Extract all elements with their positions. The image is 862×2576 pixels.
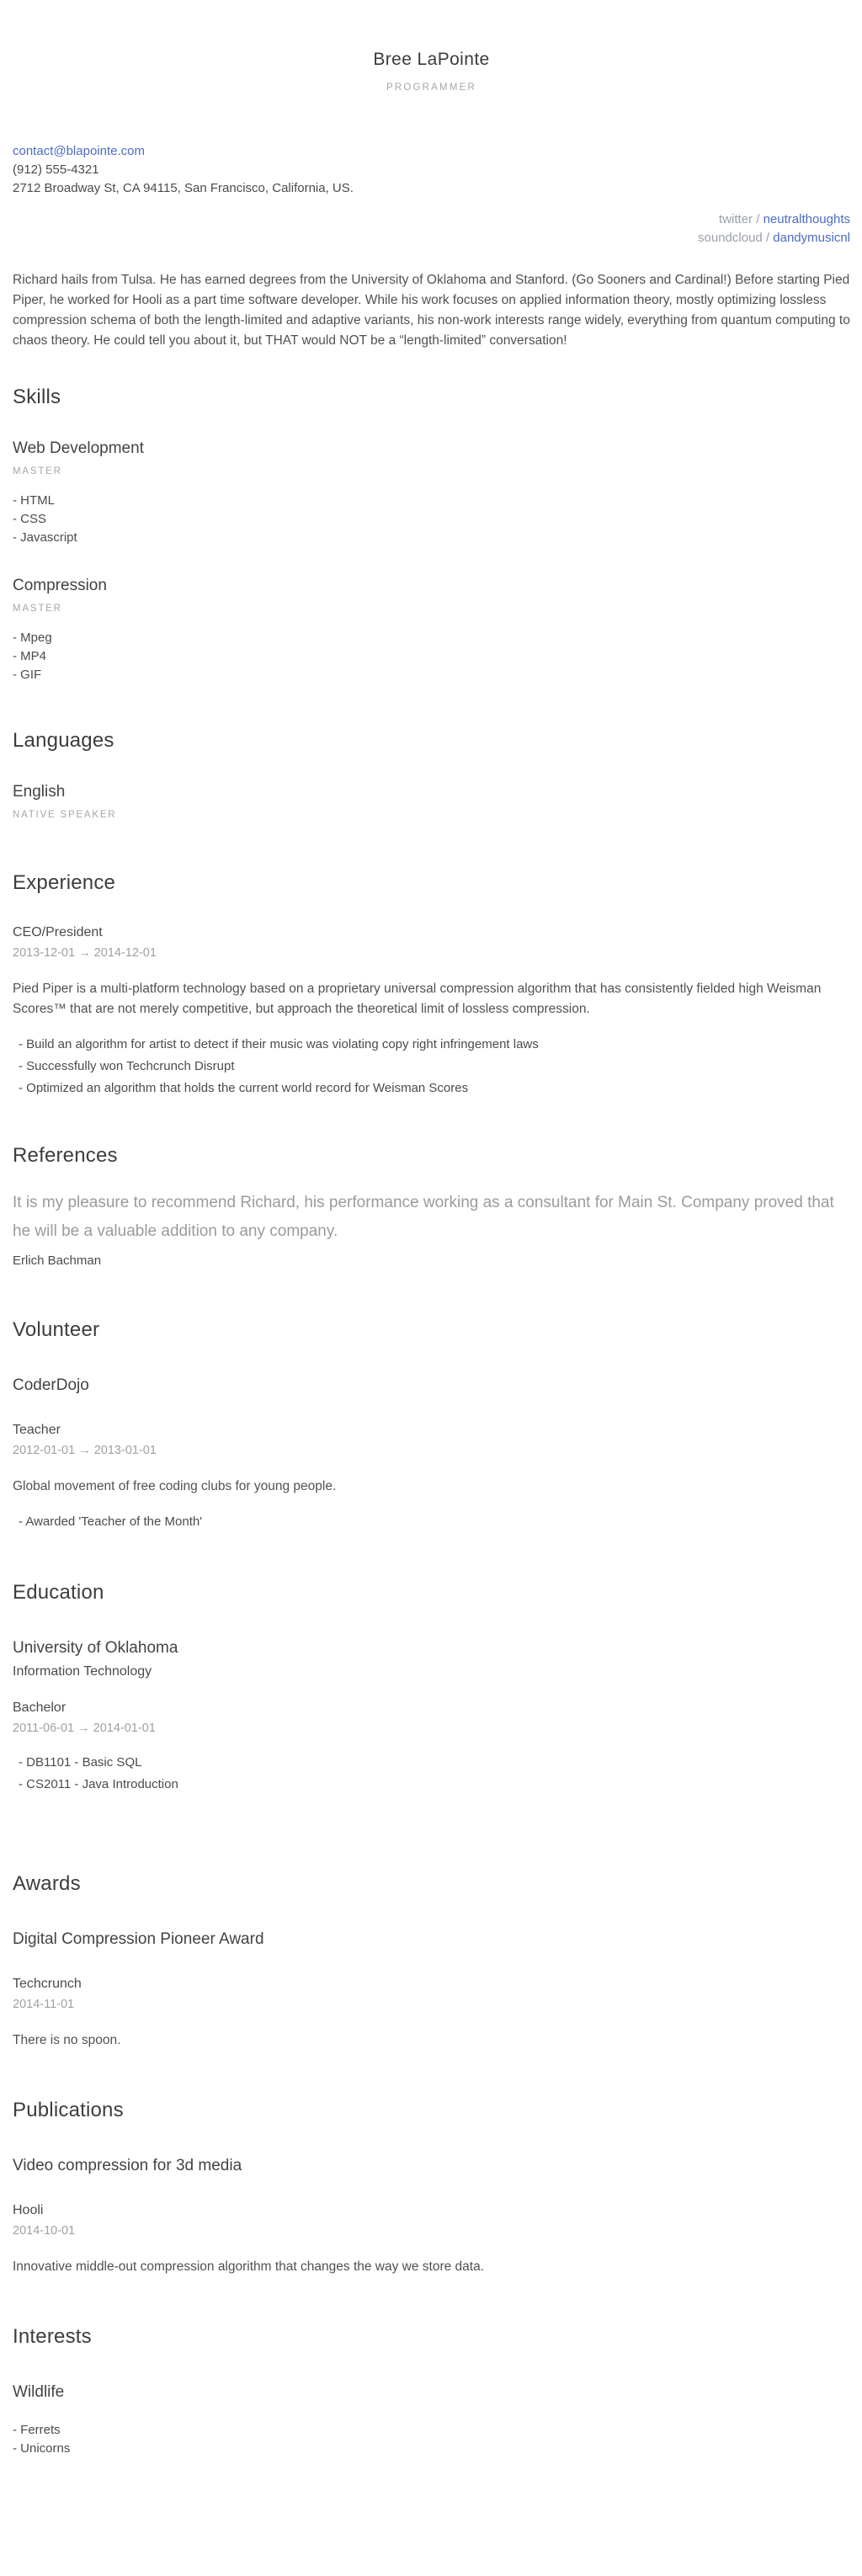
about-summary: Richard hails from Tulsa. He has earned degrees from the University of Oklahoma and Stanford. (Go Sooners and Cardinal!) Before starting Pied Piper, he worked for Hooli as a part time software developer. While his work focuses on applied information theory, mostly optimizing lossless compression schema of both the length-limited and adaptive variants, his non-work interests range widely, everything from quantum computing to chaos theory. He could tell you about it, but THAT would NOT be a “length-limited” conversation!	[13, 273, 850, 348]
volunteer-heading: Volunteer	[13, 1318, 100, 1341]
reference-name: Erlich Bachman	[13, 1253, 102, 1268]
section-skills	[13, 385, 850, 684]
list-item: - CSS	[13, 512, 47, 526]
volunteer-item	[13, 1376, 850, 1533]
skill-item	[13, 576, 850, 684]
list-item: - CS2011 - Java Introduction	[19, 1777, 178, 1791]
list-item: - Build an algorithm for artist to detect if their music was violating copy right infringement laws	[19, 1037, 539, 1051]
soundcloud-username-link[interactable]: dandymusicnl	[773, 231, 850, 245]
skill-item	[13, 439, 850, 547]
award-awarder: Techcrunch	[13, 1977, 82, 1991]
experience-heading: Experience	[13, 871, 116, 894]
list-item: - Mpeg	[13, 631, 52, 645]
section-interests	[13, 2324, 850, 2458]
email-link[interactable]: contact@blapointe.com	[13, 144, 145, 158]
volunteer-position: Teacher	[13, 1423, 61, 1437]
list-item: - Javascript	[13, 530, 77, 545]
list-item: - Unicorns	[13, 2441, 71, 2456]
job-dates: 2013-12-01 → 2014-12-01	[13, 946, 157, 960]
section-experience	[13, 870, 850, 1099]
education-institution: University of Oklahoma	[13, 1639, 178, 1657]
section-languages	[13, 728, 850, 822]
section-references	[13, 1143, 850, 1270]
twitter-username-link[interactable]: neutralthoughts	[763, 212, 850, 226]
volunteer-organization: CoderDojo	[13, 1376, 89, 1394]
job-summary: Pied Piper is a multi-platform technology based on a proprietary universal compression algorithm that has consistently fielded high Weisman Scores™ that are not merely competitive, but approach the theoretical limit of lossless compression.	[13, 982, 822, 1016]
education-dates: 2011-06-01 → 2014-01-01	[13, 1722, 156, 1735]
list-item: - Optimized an algorithm that holds the current world record for Weisman Scores	[19, 1081, 469, 1095]
language-item	[13, 782, 850, 822]
section-volunteer	[13, 1317, 850, 1533]
person-name: Bree LaPointe	[373, 50, 490, 69]
job-highlights	[13, 1034, 850, 1099]
list-item: - Awarded 'Teacher of the Month'	[19, 1514, 203, 1529]
interest-name: Wildlife	[13, 2383, 65, 2401]
list-item: - DB1101 - Basic SQL	[19, 1755, 142, 1770]
contact-block	[13, 142, 850, 198]
skill-name: Web Development	[13, 439, 144, 457]
education-area: Information Technology	[13, 1664, 152, 1679]
profile-separator: /	[762, 231, 774, 245]
publication-publisher: Hooli	[13, 2203, 44, 2217]
section-publications	[13, 2098, 850, 2277]
volunteer-dates: 2012-01-01 → 2013-01-01	[13, 1444, 157, 1457]
profile-twitter	[13, 210, 850, 229]
skill-level: MASTER	[13, 466, 62, 476]
education-heading: Education	[13, 1581, 104, 1604]
publications-heading: Publications	[13, 2099, 124, 2121]
language-fluency: NATIVE SPEAKER	[13, 810, 117, 820]
reference-item	[13, 1189, 850, 1270]
postal-address: 2712 Broadway St, CA 94115, San Francisco, California, US.	[13, 181, 354, 195]
interest-keywords	[13, 2421, 850, 2458]
education-study-type: Bachelor	[13, 1700, 67, 1715]
reference-quote: It is my pleasure to recommend Richard, his performance working as a consultant for Main St. Company proved that he will be a valuable addition to any company.	[13, 1194, 834, 1240]
award-summary: There is no spoon.	[13, 2033, 121, 2047]
publication-item	[13, 2156, 850, 2277]
volunteer-highlights	[13, 1511, 850, 1533]
skill-keywords	[13, 629, 850, 684]
awards-heading: Awards	[13, 1872, 81, 1895]
interest-item	[13, 2382, 850, 2458]
interests-heading: Interests	[13, 2325, 92, 2348]
skills-heading: Skills	[13, 386, 61, 408]
language-name: English	[13, 783, 66, 801]
list-item: - GIF	[13, 668, 42, 682]
profile-network: soundcloud	[698, 231, 763, 245]
experience-item	[13, 923, 850, 1099]
phone-number: (912) 555-4321	[13, 162, 99, 177]
skill-name: Compression	[13, 577, 107, 594]
skill-keywords	[13, 492, 850, 547]
award-item	[13, 1929, 850, 2051]
section-awards	[13, 1871, 850, 2051]
skill-level: MASTER	[13, 604, 62, 614]
section-education	[13, 1580, 850, 1796]
publication-date: 2014-10-01	[13, 2224, 76, 2238]
job-position: CEO/President	[13, 925, 103, 939]
profiles-block	[13, 210, 850, 247]
list-item: - MP4	[13, 649, 47, 663]
publication-summary: Innovative middle-out compression algorithm that changes the way we store data.	[13, 2259, 485, 2274]
list-item: - Successfully won Techcrunch Disrupt	[19, 1059, 235, 1073]
job-title: PROGRAMMER	[386, 82, 476, 93]
award-title: Digital Compression Pioneer Award	[13, 1930, 264, 1948]
profile-separator: /	[753, 212, 764, 226]
list-item: - Ferrets	[13, 2423, 61, 2437]
education-item	[13, 1638, 850, 1796]
volunteer-summary: Global movement of free coding clubs for young people.	[13, 1479, 337, 1493]
education-courses	[13, 1752, 850, 1796]
references-heading: References	[13, 1144, 118, 1167]
publication-name: Video compression for 3d media	[13, 2157, 242, 2174]
languages-heading: Languages	[13, 729, 114, 752]
award-date: 2014-11-01	[13, 1998, 75, 2011]
resume-header	[13, 49, 850, 351]
profile-network: twitter	[719, 212, 753, 226]
list-item: - HTML	[13, 493, 55, 508]
profile-soundcloud	[13, 229, 850, 247]
